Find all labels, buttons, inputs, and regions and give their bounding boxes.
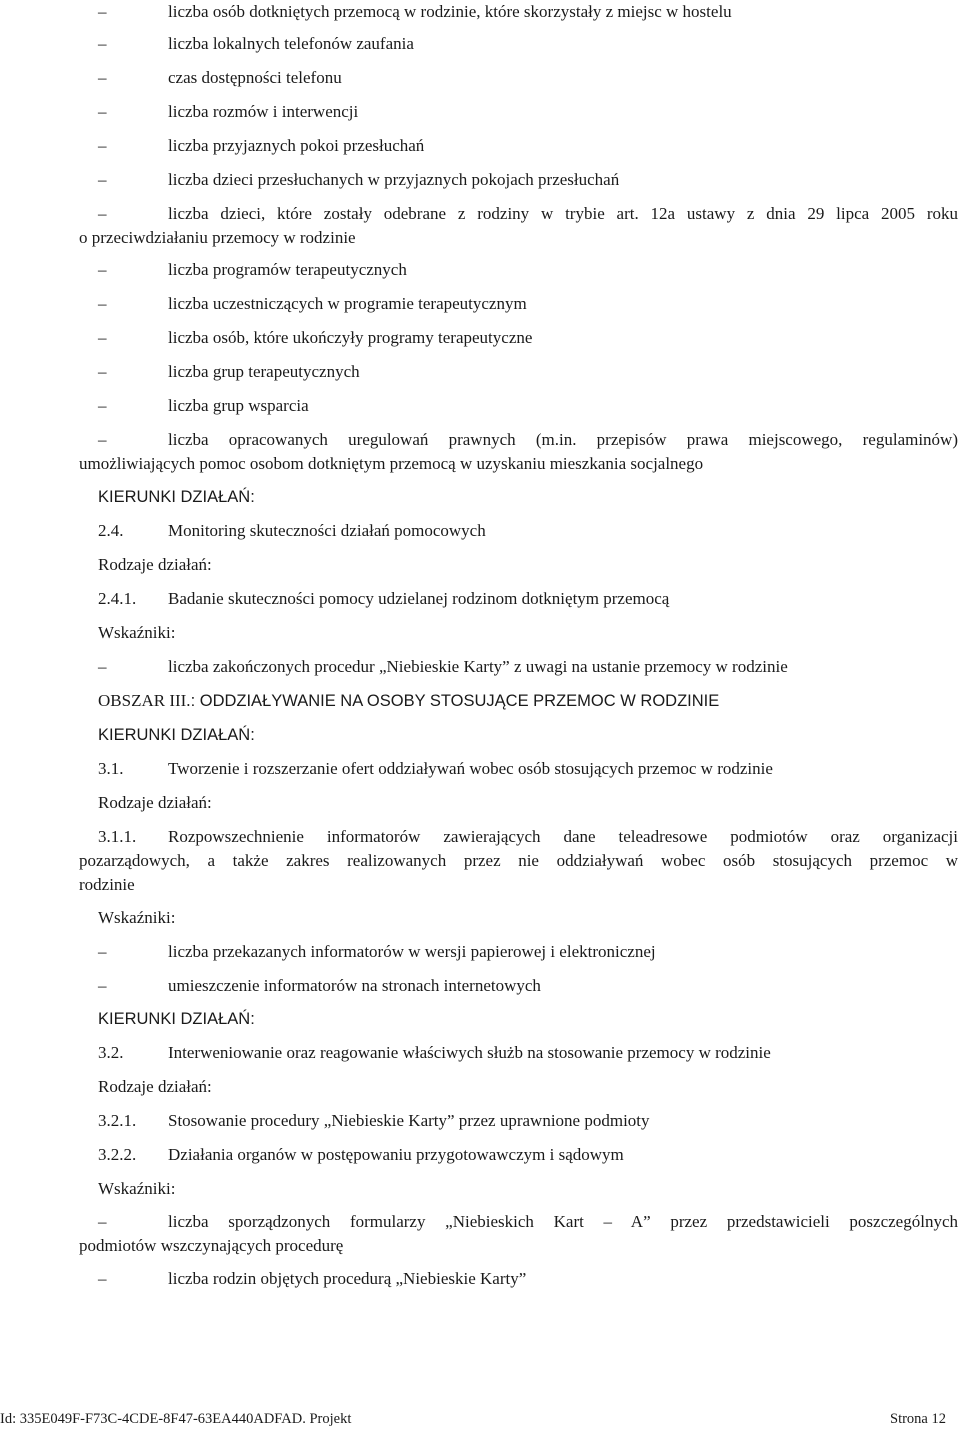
section-number: 2.4.1. [98, 589, 137, 608]
paragraph-line: liczba dzieci, które zostały odebrane z rodziny w trybie art. 12a ustawy z dnia 29 lipca 2005 roku [168, 204, 958, 223]
area-number: OBSZAR III. [98, 691, 191, 710]
bullet-text: liczba osób, które ukończyły programy terapeutyczne [168, 328, 533, 347]
section-label: KIERUNKI DZIAŁAŃ: [98, 1010, 255, 1028]
dash-marker: – [98, 396, 107, 415]
dash-marker: – [98, 1269, 107, 1288]
dash-marker: – [98, 170, 107, 189]
area-title: : ODDZIAŁYWANIE NA OSOBY STOSUJĄCE PRZEMOC W RODZINIE [190, 692, 720, 710]
section-title: Interweniowanie oraz reagowanie właściwych służb na stosowanie przemocy w rodzinie [168, 1043, 771, 1062]
section-number: 3.2.1. [98, 1111, 137, 1130]
dash-marker: – [98, 942, 107, 961]
paragraph-line: pozarządowych, a także zakres realizowanych przez nie oddziaływań wobec osób stosujących przemoc w [79, 851, 958, 870]
bullet-text: liczba grup terapeutycznych [168, 362, 360, 381]
bullet-text: liczba przekazanych informatorów w wersji papierowej i elektronicznej [168, 942, 656, 961]
dash-marker: – [98, 976, 107, 995]
paragraph-line: liczba sporządzonych formularzy „Niebieskich Kart – A” przez przedstawicieli poszczególnych [168, 1212, 958, 1231]
dash-marker: – [98, 204, 107, 223]
dash-marker: – [98, 1212, 107, 1231]
footer-document-id: Id: 335E049F-F73C-4CDE-8F47-63EA440ADFAD. Projekt [0, 1411, 352, 1427]
section-number: 3.1.1. [98, 827, 137, 846]
dash-marker: – [98, 657, 107, 676]
section-label: KIERUNKI DZIAŁAŃ: [98, 726, 255, 744]
dash-marker: – [98, 136, 107, 155]
section-label: Wskaźniki: [98, 623, 176, 642]
dash-marker: – [98, 68, 107, 87]
bullet-text: liczba przyjaznych pokoi przesłuchań [168, 136, 425, 155]
dash-marker: – [98, 362, 107, 381]
bullet-text: czas dostępności telefonu [168, 68, 342, 87]
bullet-text: liczba grup wsparcia [168, 396, 309, 415]
section-title: Stosowanie procedury „Niebieskie Karty” przez uprawnione podmioty [168, 1111, 650, 1130]
section-label: Wskaźniki: [98, 908, 176, 927]
section-title: Działania organów w postępowaniu przygotowawczym i sądowym [168, 1145, 624, 1164]
paragraph-line: rodzinie [79, 875, 135, 894]
section-label: Rodzaje działań: [98, 555, 212, 574]
paragraph-line: Rozpowszechnienie informatorów zawierających dane teleadresowe podmiotów oraz organizacji [168, 827, 958, 846]
section-label: Wskaźniki: [98, 1179, 176, 1198]
section-number: 3.1. [98, 759, 124, 778]
bullet-text: liczba lokalnych telefonów zaufania [168, 34, 414, 53]
dash-marker: – [98, 102, 107, 121]
section-number: 2.4. [98, 521, 124, 540]
bullet-text: liczba rodzin objętych procedurą „Niebieskie Karty” [168, 1269, 527, 1288]
section-label: KIERUNKI DZIAŁAŃ: [98, 488, 255, 506]
dash-marker: – [98, 328, 107, 347]
paragraph-line: liczba opracowanych uregulowań prawnych (m.in. przepisów prawa miejscowego, regulaminów) [168, 430, 958, 449]
paragraph-line: o przeciwdziałaniu przemocy w rodzinie [79, 228, 356, 247]
bullet-text: umieszczenie informatorów na stronach internetowych [168, 976, 541, 995]
dash-marker: – [98, 260, 107, 279]
dash-marker: – [98, 430, 107, 449]
paragraph-line: podmiotów wszczynających procedurę [79, 1236, 344, 1255]
bullet-text: liczba dzieci przesłuchanych w przyjaznych pokojach przesłuchań [168, 170, 620, 189]
dash-marker: – [98, 294, 107, 313]
dash-marker: – [98, 34, 107, 53]
section-title: Badanie skuteczności pomocy udzielanej rodzinom dotkniętym przemocą [168, 589, 670, 608]
bullet-text: liczba rozmów i interwencji [168, 102, 359, 121]
bullet-text: liczba uczestniczących w programie terapeutycznym [168, 294, 527, 313]
bullet-text: liczba programów terapeutycznych [168, 260, 407, 279]
bullet-text: liczba zakończonych procedur „Niebieskie Karty” z uwagi na ustanie przemocy w rodzinie [168, 657, 788, 676]
section-title: Tworzenie i rozszerzanie ofert oddziaływań wobec osób stosujących przemoc w rodzinie [168, 759, 773, 778]
section-title: Monitoring skuteczności działań pomocowych [168, 521, 486, 540]
section-label: Rodzaje działań: [98, 1077, 212, 1096]
bullet-text: liczba osób dotkniętych przemocą w rodzinie, które skorzystały z miejsc w hostelu [168, 2, 732, 21]
area-heading [98, 689, 719, 713]
paragraph-line: umożliwiających pomoc osobom dotkniętym przemocą w uzyskaniu mieszkania socjalnego [79, 454, 704, 473]
section-number: 3.2. [98, 1043, 124, 1062]
section-label: Rodzaje działań: [98, 793, 212, 812]
dash-marker: – [98, 2, 107, 21]
footer-page-number: Strona 12 [890, 1411, 946, 1427]
section-number: 3.2.2. [98, 1145, 137, 1164]
